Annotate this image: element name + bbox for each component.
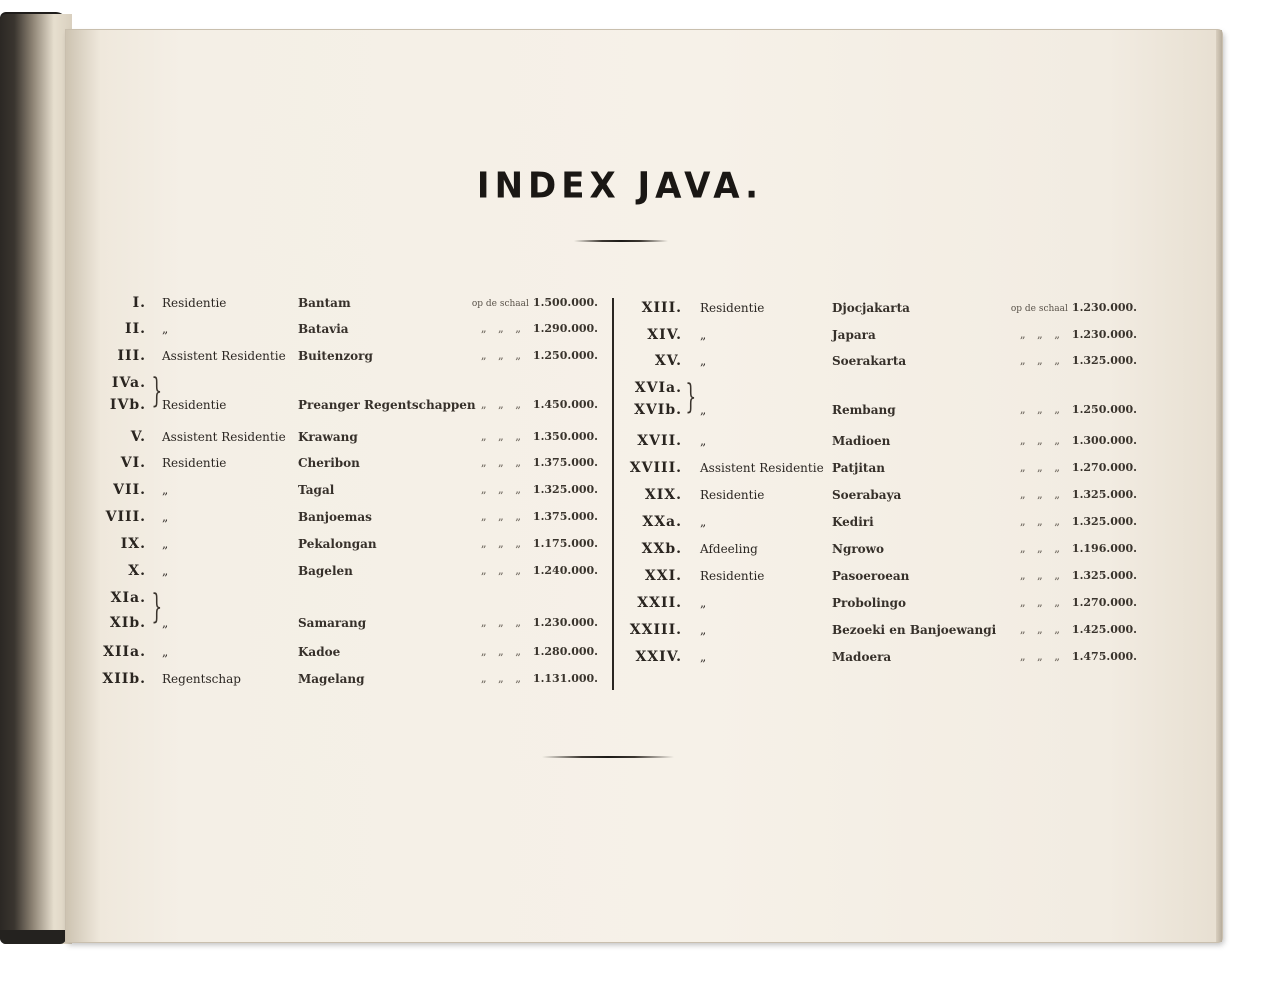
index-row	[0, 457, 1240, 479]
scale-value: 1.475.000.	[1071, 650, 1137, 663]
map-number: IX.	[120, 536, 146, 552]
group-brace: }	[685, 377, 697, 417]
map-scale	[1020, 565, 1137, 587]
region-name: Tagal	[298, 483, 335, 497]
map-number: XIX.	[644, 487, 682, 503]
map-number: XXIV.	[635, 649, 682, 665]
region-type: „	[162, 322, 169, 336]
region-name: Ngrowo	[832, 542, 885, 556]
map-scale	[1020, 350, 1137, 372]
scale-value: 1.175.000.	[532, 537, 598, 550]
scale-prefix: „ „ „	[1019, 650, 1064, 663]
map-number: XIV.	[647, 327, 682, 343]
scale-value: 1.325.000.	[1071, 488, 1137, 501]
group-brace: }	[151, 587, 163, 627]
scale-value: 1.250.000.	[532, 349, 598, 362]
scale-value: 1.270.000.	[1071, 461, 1137, 474]
region-name: Pekalongan	[298, 537, 377, 551]
map-number: IVb.	[109, 397, 146, 413]
scale-value: 1.240.000.	[532, 564, 598, 577]
region-type: „	[700, 354, 707, 368]
scale-value: 1.196.000.	[1071, 542, 1137, 555]
scale-value: 1.325.000.	[1071, 354, 1137, 367]
region-name: Madoera	[832, 650, 892, 664]
map-number: XXb.	[641, 541, 682, 557]
region-type: „	[700, 623, 707, 637]
index-row	[0, 399, 1240, 421]
region-name: Bantam	[298, 296, 351, 310]
region-name: Soerabaya	[832, 488, 902, 502]
title-ornament	[574, 240, 668, 242]
region-type: Assistent Residentie	[700, 461, 824, 475]
map-scale	[1020, 619, 1137, 641]
region-name: Cheribon	[298, 456, 360, 470]
map-number: XVII.	[637, 433, 682, 449]
map-number: VIII.	[105, 509, 146, 525]
region-type: „	[162, 537, 169, 551]
map-number: XVIa.	[634, 380, 682, 396]
region-type: Residentie	[162, 456, 227, 470]
map-number: XXII.	[637, 595, 682, 611]
scale-prefix: op de schaal	[471, 299, 529, 309]
region-type: Residentie	[700, 488, 765, 502]
scale-prefix: „ „ „	[480, 672, 525, 685]
scale-prefix: „ „ „	[1019, 328, 1064, 341]
map-scale	[1020, 538, 1137, 560]
scale-prefix: „ „ „	[1019, 596, 1064, 609]
scale-prefix: „ „ „	[480, 645, 525, 658]
scale-prefix: „ „ „	[1019, 623, 1064, 636]
index-row	[0, 324, 1240, 346]
region-type: „	[700, 596, 707, 610]
scale-prefix: „ „ „	[480, 510, 525, 523]
map-number: XVIb.	[634, 402, 682, 418]
scale-prefix: „ „ „	[1019, 403, 1064, 416]
page-title: INDEX JAVA.	[476, 165, 764, 207]
map-scale	[1020, 484, 1137, 506]
map-number: X.	[128, 563, 146, 579]
footer-ornament	[542, 756, 674, 758]
region-name: Kadoe	[298, 645, 341, 659]
index-row	[0, 646, 1240, 668]
region-type: „	[700, 515, 707, 529]
map-scale	[1020, 646, 1137, 668]
map-number: XIa.	[110, 590, 146, 606]
scale-prefix: „ „ „	[1019, 354, 1064, 367]
scale-value: 1.270.000.	[1071, 596, 1137, 609]
index-row	[0, 668, 1240, 690]
scale-prefix: „ „ „	[480, 456, 525, 469]
region-type: „	[700, 403, 707, 417]
book-spine-bottom	[0, 930, 66, 944]
scale-prefix: „ „ „	[1019, 569, 1064, 582]
region-name: Probolingo	[832, 596, 906, 610]
region-name: Buitenzorg	[298, 349, 373, 363]
scale-value: 1.425.000.	[1071, 623, 1137, 636]
scale-prefix: „ „ „	[480, 483, 525, 496]
scale-value: 1.131.000.	[532, 672, 598, 685]
region-type: „	[700, 650, 707, 664]
scale-value: 1.300.000.	[1071, 434, 1137, 447]
map-scale	[1011, 297, 1137, 320]
region-type: Residentie	[700, 569, 765, 583]
region-name: Rembang	[832, 403, 896, 417]
map-number: IVa.	[111, 375, 146, 391]
scale-value: 1.500.000.	[532, 296, 598, 309]
scale-prefix: „ „ „	[1019, 488, 1064, 501]
scale-value: 1.325.000.	[1071, 515, 1137, 528]
map-number: XIII.	[641, 300, 682, 316]
scale-prefix: „ „ „	[480, 322, 525, 335]
index-row	[0, 430, 1240, 452]
region-type: Assistent Residentie	[162, 349, 286, 363]
scale-value: 1.280.000.	[532, 645, 598, 658]
map-number: XXa.	[642, 514, 682, 530]
index-row	[0, 565, 1240, 587]
map-number: XXIII.	[629, 622, 682, 638]
scale-prefix: „ „ „	[480, 349, 525, 362]
map-number: XIIb.	[102, 671, 146, 687]
index-row	[0, 297, 1240, 319]
scale-value: 1.350.000.	[532, 430, 598, 443]
scale-prefix: „ „ „	[480, 616, 525, 629]
map-number: V.	[130, 429, 146, 445]
scale-prefix: „ „ „	[480, 398, 525, 411]
region-type: „	[162, 616, 169, 630]
map-number: XV.	[654, 353, 682, 369]
region-name: Patjitan	[832, 461, 885, 475]
map-scale	[1020, 430, 1137, 452]
scale-prefix: „ „ „	[1019, 461, 1064, 474]
scale-value: 1.250.000.	[1071, 403, 1137, 416]
region-name: Kediri	[832, 515, 874, 529]
region-name: Batavia	[298, 322, 349, 336]
region-name: Soerakarta	[832, 354, 907, 368]
index-row	[0, 377, 1240, 399]
map-number: VI.	[120, 455, 146, 471]
scale-prefix: op de schaal	[1010, 304, 1068, 314]
scale-value: 1.375.000.	[532, 456, 598, 469]
region-type: „	[162, 564, 169, 578]
map-number: VII.	[113, 482, 146, 498]
region-name: Japara	[832, 328, 876, 342]
scale-prefix: „ „ „	[1019, 515, 1064, 528]
map-scale	[1129, 377, 1137, 399]
region-name: Samarang	[298, 616, 367, 630]
scale-value: 1.290.000.	[532, 322, 598, 335]
region-type: „	[162, 510, 169, 524]
index-row	[0, 484, 1240, 506]
region-type: Residentie	[700, 301, 765, 315]
scale-value: 1.375.000.	[532, 510, 598, 523]
region-type: Residentie	[162, 296, 227, 310]
scale-value: 1.230.000.	[532, 616, 598, 629]
index-row	[0, 592, 1240, 614]
region-name: Banjoemas	[298, 510, 372, 524]
map-scale	[1020, 511, 1137, 533]
index-row	[0, 538, 1240, 560]
region-type: Residentie	[162, 398, 227, 412]
map-number: II.	[125, 321, 146, 337]
region-type: „	[700, 434, 707, 448]
region-type: Afdeeling	[700, 542, 758, 556]
map-number: XXI.	[644, 568, 682, 584]
region-type: Assistent Residentie	[162, 430, 286, 444]
scale-prefix: „ „ „	[480, 564, 525, 577]
region-name: Krawang	[298, 430, 358, 444]
scale-prefix: „ „ „	[1019, 434, 1064, 447]
group-brace: }	[151, 371, 163, 411]
region-name: Madioen	[832, 434, 891, 448]
scale-value: 1.230.000.	[1071, 301, 1137, 314]
region-name: Preanger Regentschappen	[298, 398, 476, 412]
scale-prefix: „ „ „	[480, 430, 525, 443]
map-scale	[1020, 399, 1137, 421]
map-number: XVIII.	[629, 460, 682, 476]
map-scale	[1020, 592, 1137, 614]
scale-value: 1.325.000.	[1071, 569, 1137, 582]
map-scale	[481, 668, 598, 690]
index-row	[0, 619, 1240, 641]
map-number: I.	[132, 295, 146, 311]
region-name: Djocjakarta	[832, 301, 910, 315]
index-row	[0, 511, 1240, 533]
map-number: III.	[117, 348, 146, 364]
region-name: Pasoeroean	[832, 569, 910, 583]
region-name: Magelang	[298, 672, 365, 686]
region-type: Regentschap	[162, 672, 241, 686]
scale-value: 1.450.000.	[532, 398, 598, 411]
scale-value: 1.230.000.	[1071, 328, 1137, 341]
map-number: XIb.	[109, 615, 146, 631]
scale-prefix: „ „ „	[480, 537, 525, 550]
region-name: Bagelen	[298, 564, 353, 578]
map-scale	[1020, 324, 1137, 346]
map-scale	[1020, 457, 1137, 479]
region-type: „	[162, 483, 169, 497]
index-row	[0, 350, 1240, 372]
map-number: XIIa.	[103, 644, 146, 660]
region-type: „	[162, 645, 169, 659]
scale-value: 1.325.000.	[532, 483, 598, 496]
region-type: „	[700, 328, 707, 342]
region-name: Bezoeki en Banjoewangi	[832, 623, 997, 637]
scale-prefix: „ „ „	[1019, 542, 1064, 555]
